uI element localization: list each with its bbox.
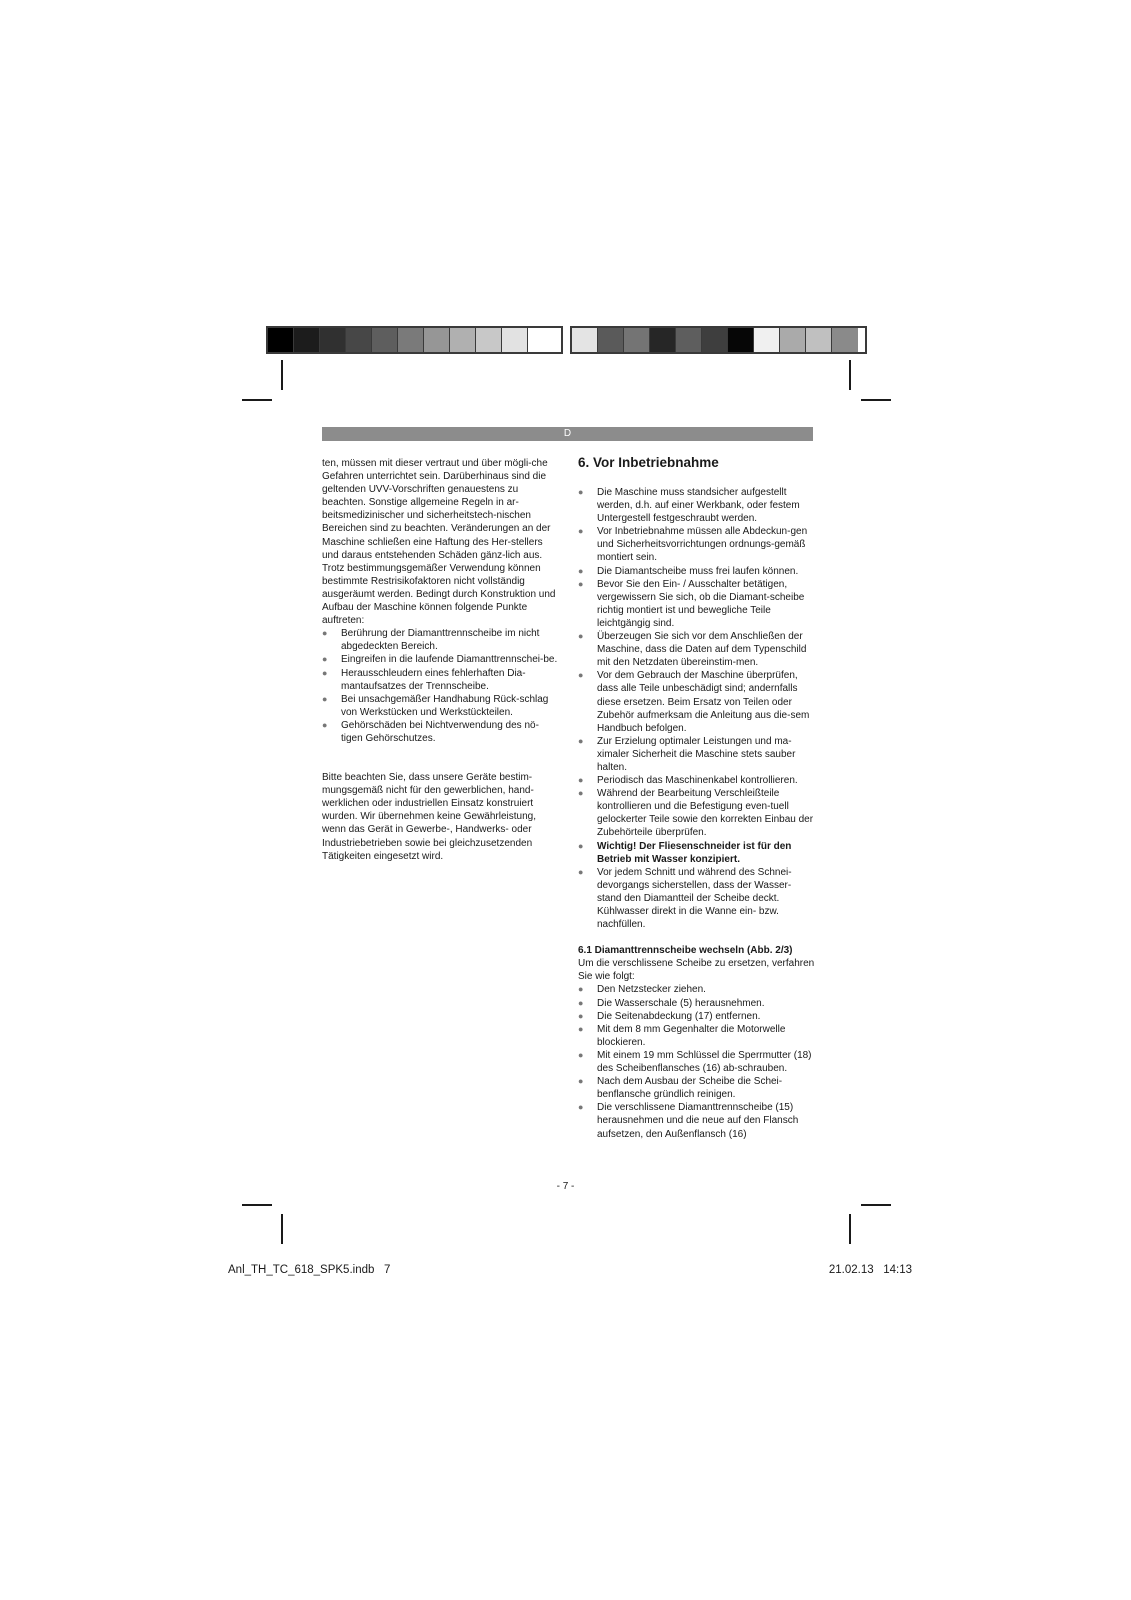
bullet-icon: ● bbox=[322, 628, 328, 639]
bullet-icon: ● bbox=[322, 693, 328, 704]
color-swatch bbox=[398, 328, 424, 352]
risk-list bbox=[322, 627, 559, 745]
list-item: ● Mit einem 19 mm Schlüssel die Sperrmutter (18) des Scheibenflansches (16) ab-schrauben. bbox=[578, 1049, 812, 1075]
slug-filename: Anl_TH_TC_618_SPK5.indb 7 bbox=[228, 1264, 391, 1276]
language-header-band: D bbox=[322, 427, 813, 441]
bullet-icon: ● bbox=[578, 1010, 584, 1021]
list-item: ● Vor dem Gebrauch der Maschine überprüfen, dass alle Teile unbeschädigt sind; andernfalls diese ersetzen. Beim Ersatz von Teilen oder Zubehör aufmerksam die Anleitung aus die-sem Handbuch befolgen. bbox=[578, 670, 810, 734]
bullet-icon: ● bbox=[578, 775, 584, 786]
color-swatch bbox=[728, 328, 754, 352]
crop-mark-top-right-vertical bbox=[849, 360, 851, 390]
crop-mark-top-left-vertical bbox=[281, 360, 283, 390]
list-item: ● Gehörschäden bei Nichtverwendung des nö-tigen Gehörschutzes. bbox=[322, 719, 539, 744]
color-swatch bbox=[650, 328, 676, 352]
bullet-icon: ● bbox=[578, 1102, 584, 1113]
color-swatch bbox=[806, 328, 832, 352]
list-item: ● Vor jedem Schnitt und während des Schnei-devorgangs sicherstellen, dass der Wasser-stand den Diamantteil der Scheibe deckt. Kühlwasser direkt in die Wanne ein- bzw. nachfüllen. bbox=[578, 866, 792, 931]
list-item: ● Vor Inbetriebnahme müssen alle Abdeckun-gen und Sicherheitsvorrichtungen ordnungs-gemäß montiert sein. bbox=[578, 526, 808, 564]
intro-paragraph: ten, müssen mit dieser vertraut und über mögli-che Gefahren unterrichtet sein. Darüberhinaus sind die geltenden UVV-Vorschriften genauestens zu beachten. Sonstige allgemeine Regeln in ar-beitsmedizinischer und sicherheitstech-nischen Bereichen sind zu beachten. Veränderungen an der Maschine schließen eine Haftung des Her-stellers und daraus entstehenden Schäden gänz-lich aus. Trotz bestimmungsgemäßer Verwendung können bestimmte Restrisikofaktoren nicht vollständig ausgeräumt werden. Bedingt durch Konstruktion und Aufbau der Maschine können folgende Punkte auftreten: bbox=[322, 458, 556, 627]
bullet-icon: ● bbox=[322, 667, 328, 678]
color-swatch bbox=[294, 328, 320, 352]
subsection-heading: 6.1 Diamanttrennscheibe wechseln (Abb. 2/3) bbox=[578, 945, 793, 957]
color-swatch bbox=[780, 328, 806, 352]
list-item: ● Mit dem 8 mm Gegenhalter die Motorwelle blockieren. bbox=[578, 1023, 786, 1048]
list-item: ● Nach dem Ausbau der Scheibe die Schei-benflansche gründlich reinigen. bbox=[578, 1076, 783, 1101]
list-item: ● Berührung der Diamanttrennscheibe im nicht abgedeckten Bereich. bbox=[322, 628, 540, 653]
bullet-icon: ● bbox=[578, 565, 584, 576]
bullet-icon: ● bbox=[578, 984, 584, 995]
list-item: ● Eingreifen in die laufende Diamanttrennschei-be. bbox=[322, 654, 558, 666]
bullet-icon: ● bbox=[578, 840, 584, 851]
list-item: ● Die Maschine muss standsicher aufgestellt werden, d.h. auf einer Werkbank, oder festem Untergestell festgeschraubt werden. bbox=[578, 487, 800, 525]
color-swatch bbox=[346, 328, 372, 352]
list-item: ● Die verschlissene Diamanttrennscheibe (15) herausnehmen und die neue auf den Flansch aufsetzen, den Außenflansch (16) bbox=[578, 1102, 799, 1140]
right-column bbox=[578, 455, 815, 1141]
color-swatch bbox=[572, 328, 598, 352]
crop-mark-top-right-horizontal bbox=[861, 399, 891, 401]
bullet-icon: ● bbox=[578, 1023, 584, 1034]
left-column bbox=[322, 457, 559, 863]
crop-mark-bottom-left-horizontal bbox=[242, 1204, 272, 1206]
bullet-icon: ● bbox=[578, 487, 584, 497]
list-item: ● Zur Erzielung optimaler Leistungen und ma-ximaler Sicherheit die Maschine stets sauber halten. bbox=[578, 735, 796, 773]
preparation-list bbox=[578, 486, 815, 931]
color-swatch bbox=[598, 328, 624, 352]
warning-list-item: ● Wichtig! Der Fliesenschneider ist für den Betrieb mit Wasser konzipiert. bbox=[578, 840, 792, 865]
color-swatch bbox=[676, 328, 702, 352]
list-item: ● Den Netzstecker ziehen. bbox=[578, 984, 706, 996]
crop-mark-top-left-horizontal bbox=[242, 399, 272, 401]
color-calibration-bar-left bbox=[266, 326, 563, 354]
bullet-icon: ● bbox=[578, 526, 584, 537]
bullet-icon: ● bbox=[578, 670, 584, 681]
closing-paragraph: Bitte beachten Sie, dass unsere Geräte bestim-mungsgemäß nicht für den gewerblichen, hand-werklichen oder industriellen Einsatz konstruiert wurden. Wir übernehmen keine Gewährleistung, wenn das Gerät in Gewerbe-, Handwerks- oder Industriebetrieben sowie bei gleichzusetzenden Tätigkeiten eingesetzt wird. bbox=[322, 772, 536, 862]
color-swatch bbox=[424, 328, 450, 352]
crop-mark-bottom-right-horizontal bbox=[861, 1204, 891, 1206]
subsection-intro: Um die verschlissene Scheibe zu ersetzen, verfahren Sie wie folgt: bbox=[578, 958, 815, 983]
list-item: ● Während der Bearbeitung Verschleißteile kontrollieren und die Befestigung even-tuell gelockerter Teile sowie den korrekten Einbau der Zubehörteile überprüfen. bbox=[578, 788, 814, 839]
bullet-icon: ● bbox=[578, 1049, 584, 1060]
crop-mark-bottom-left-vertical bbox=[281, 1214, 283, 1244]
blade-change-list bbox=[578, 983, 815, 1140]
list-item: ● Periodisch das Maschinenkabel kontrollieren. bbox=[578, 775, 798, 787]
list-item: ● Bei unsachgemäßer Handhabung Rück-schlag von Werkstücken und Werkstückteilen. bbox=[322, 693, 549, 718]
bullet-icon: ● bbox=[578, 788, 584, 799]
color-swatch bbox=[702, 328, 728, 352]
bullet-icon: ● bbox=[578, 735, 584, 746]
list-item: ● Bevor Sie den Ein- / Ausschalter betätigen, vergewissern Sie sich, ob die Diamant-scheibe richtig montiert ist und bewegliche Teile leichtgängig sind. bbox=[578, 578, 805, 629]
color-swatch bbox=[372, 328, 398, 352]
bullet-icon: ● bbox=[322, 654, 328, 665]
bullet-icon: ● bbox=[578, 578, 584, 589]
list-item: ● Überzeugen Sie sich vor dem Anschließen der Maschine, dass die Daten auf dem Typenschild mit den Netzdaten übereinstim-men. bbox=[578, 631, 807, 669]
color-swatch bbox=[832, 328, 858, 352]
color-swatch bbox=[268, 328, 294, 352]
color-swatch bbox=[754, 328, 780, 352]
color-swatch bbox=[476, 328, 502, 352]
list-item: ● Die Wasserschale (5) herausnehmen. bbox=[578, 997, 765, 1009]
bullet-icon: ● bbox=[578, 866, 584, 877]
page-number: - 7 - bbox=[556, 1181, 575, 1192]
color-swatch bbox=[528, 328, 554, 352]
list-item: ● Die Seitenabdeckung (17) entfernen. bbox=[578, 1010, 761, 1022]
list-item: ● Die Diamantscheibe muss frei laufen können. bbox=[578, 565, 799, 577]
list-item: ● Herausschleudern eines fehlerhaften Dia-mantaufsatzes der Trennscheibe. bbox=[322, 667, 526, 692]
bullet-icon: ● bbox=[578, 631, 584, 642]
color-swatch bbox=[624, 328, 650, 352]
crop-mark-bottom-right-vertical bbox=[849, 1214, 851, 1244]
section-heading: 6. Vor Inbetriebnahme bbox=[578, 455, 719, 470]
color-swatch bbox=[502, 328, 528, 352]
bullet-icon: ● bbox=[578, 997, 584, 1008]
bullet-icon: ● bbox=[322, 719, 328, 730]
color-swatch bbox=[450, 328, 476, 352]
bullet-icon: ● bbox=[578, 1076, 584, 1087]
color-calibration-bar-right bbox=[570, 326, 867, 354]
color-swatch bbox=[320, 328, 346, 352]
slug-timestamp: 21.02.13 14:13 bbox=[828, 1264, 912, 1276]
